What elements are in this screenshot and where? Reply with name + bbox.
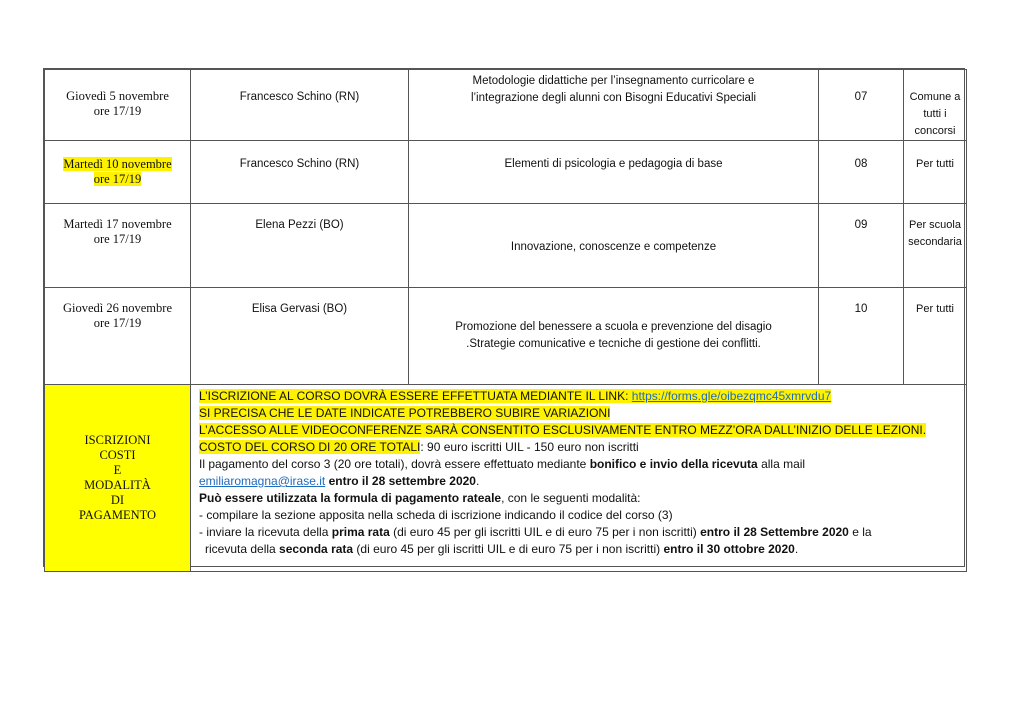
payment-label-cell	[45, 385, 191, 572]
dates-notice: SI PRECISA CHE LE DATE INDICATE POTREBBERO SUBIRE VARIAZIONI	[199, 406, 611, 420]
topic-text: Innovazione, conoscenze e competenze	[510, 241, 717, 253]
time-text: ore 17/19	[93, 316, 142, 330]
payment-label: E	[113, 463, 122, 477]
lesson-number: 09	[854, 219, 868, 231]
teacher-cell	[191, 141, 409, 204]
email-line: emiliaromagna@irase.it entro il 28 settembre 2020.	[199, 474, 480, 488]
topic-cell	[409, 288, 819, 385]
teacher-name: Elisa Gervasi (BO)	[251, 303, 348, 315]
installment-step-2: - inviare la ricevuta della prima rata (di euro 45 per gli iscritti UIL e di euro 75 per i non iscritti) entro il 28 Settembre 2020 e la	[199, 525, 872, 539]
date-text: Giovedì 26 novembre	[62, 301, 172, 315]
topic-text: Metodologie didattiche per l’insegnamento curricolare e	[472, 75, 755, 87]
time-text: ore 17/19	[93, 104, 142, 118]
audience-text: Per tutti	[916, 303, 954, 315]
teacher-cell	[191, 288, 409, 385]
topic-text: l’integrazione degli alunni con Bisogni Educativi Speciali	[470, 92, 757, 104]
payment-label: ISCRIZIONI	[84, 433, 151, 447]
topic-text: Promozione del benessere a scuola e prevenzione del disagio	[455, 321, 772, 333]
payment-label: PAGAMENTO	[78, 508, 157, 522]
payment-method-line: Il pagamento del corso 3 (20 ore totali), dovrà essere effettuato mediante bonifico e invio della ricevuta alla mail	[199, 457, 806, 471]
audience-text: secondaria	[908, 236, 962, 248]
teacher-cell	[191, 70, 409, 141]
email-link[interactable]: emiliaromagna@irase.it	[199, 474, 326, 488]
audience-text: Per scuola	[909, 219, 961, 231]
number-cell	[819, 204, 904, 288]
audience-text: concorsi	[914, 125, 956, 137]
date-cell	[45, 70, 191, 141]
teacher-name: Francesco Schino (RN)	[239, 158, 360, 170]
payment-label: MODALITÀ	[84, 478, 151, 492]
audience-cell	[904, 204, 967, 288]
table-row	[45, 288, 967, 385]
teacher-name: Francesco Schino (RN)	[239, 91, 360, 103]
form-link[interactable]: https://forms.gle/oibezqmc45xmrvdu7	[631, 389, 832, 403]
audience-cell	[904, 141, 967, 204]
payment-row	[45, 385, 967, 572]
installment-step-1: - compilare la sezione apposita nella scheda di iscrizione indicando il codice del corso (3)	[199, 508, 673, 522]
payment-label: DI	[110, 493, 125, 507]
date-cell	[45, 288, 191, 385]
payment-details-cell	[191, 385, 967, 572]
teacher-name: Elena Pezzi (BO)	[255, 219, 344, 231]
date-text: Martedì 10 novembre	[63, 157, 172, 171]
time-text: ore 17/19	[93, 232, 142, 246]
lesson-number: 08	[854, 158, 868, 170]
date-cell	[45, 204, 191, 288]
enrollment-line: L’ISCRIZIONE AL CORSO DOVRÀ ESSERE EFFETTUATA MEDIANTE IL LINK: https://forms.gle/oibezqmc45xmrvdu7	[199, 389, 832, 403]
teacher-cell	[191, 204, 409, 288]
topic-text: .Strategie comunicative e tecniche di gestione dei conflitti.	[466, 338, 761, 350]
table-row	[45, 70, 967, 141]
lesson-number: 07	[854, 91, 868, 103]
date-text: Martedì 17 novembre	[63, 217, 172, 231]
number-cell	[819, 141, 904, 204]
audience-text: Comune a tutti i	[909, 91, 961, 120]
time-text: ore 17/19	[93, 172, 142, 186]
schedule-table	[43, 68, 965, 567]
table-row	[45, 141, 967, 204]
audience-text: Per tutti	[916, 158, 954, 170]
audience-cell	[904, 288, 967, 385]
topic-cell	[409, 70, 819, 141]
number-cell	[819, 70, 904, 141]
access-notice: L’ACCESSO ALLE VIDEOCONFERENZE SARÀ CONSENTITO ESCLUSIVAMENTE ENTRO MEZZ’ORA DALL’INIZIO DELLE LEZIONI.	[199, 423, 927, 437]
table-row	[45, 204, 967, 288]
cost-line: COSTO DEL CORSO DI 20 ORE TOTALI: 90 euro iscritti UIL - 150 euro non iscritti	[199, 440, 639, 454]
number-cell	[819, 288, 904, 385]
installment-line: Può essere utilizzata la formula di pagamento rateale, con le seguenti modalità:	[199, 491, 641, 505]
lesson-number: 10	[854, 303, 868, 315]
topic-cell	[409, 141, 819, 204]
payment-label: COSTI	[99, 448, 136, 462]
date-text: Giovedì 5 novembre	[66, 89, 169, 103]
installment-step-2-continued: ricevuta della seconda rata (di euro 45 per gli iscritti UIL e di euro 75 per i non iscritti) entro il 30 ottobre 2020.	[205, 542, 799, 556]
topic-cell	[409, 204, 819, 288]
topic-text: Elementi di psicologia e pedagogia di base	[504, 158, 723, 170]
date-cell	[45, 141, 191, 204]
audience-cell	[904, 70, 967, 141]
